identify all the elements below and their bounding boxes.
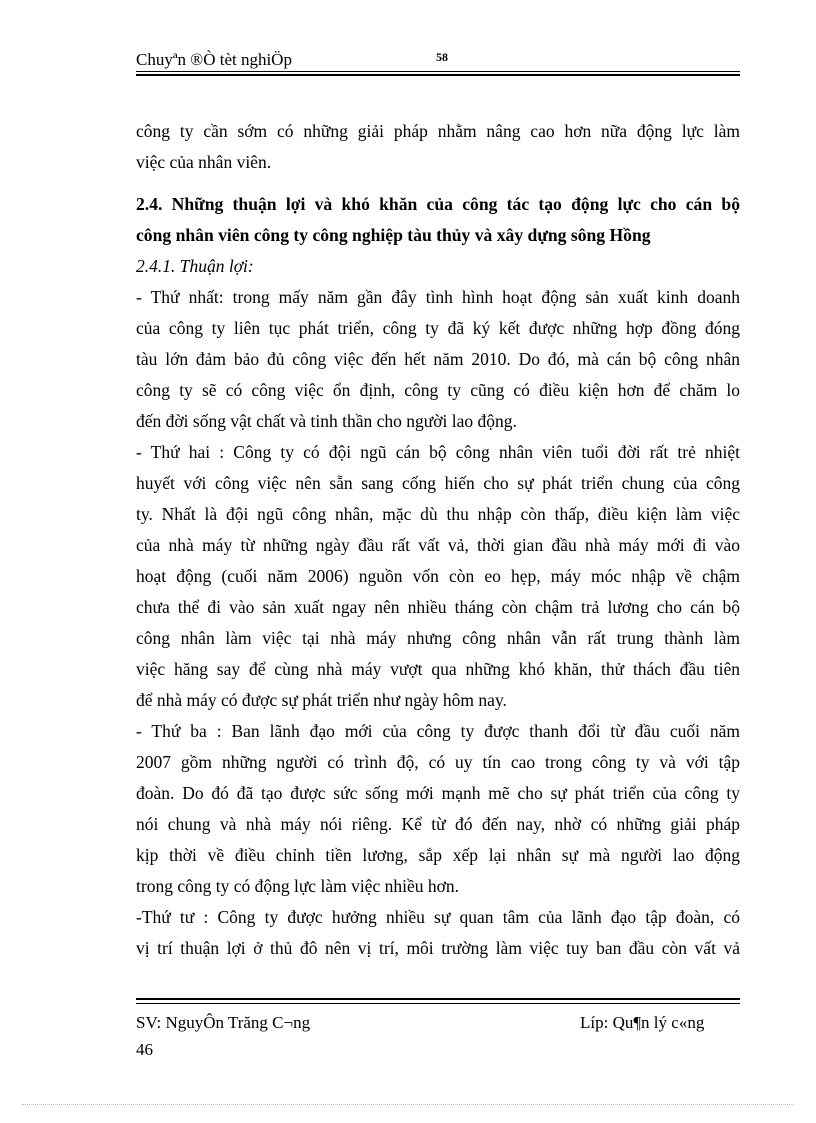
footer-student-name: SV: NguyÔn Trăng C¬ng	[136, 1013, 311, 1032]
text-line: ty. Nhất là đội ngũ công nhân, mặc dù thu nhập còn thấp, điều kiện làm việc	[136, 504, 740, 524]
text-line: việc của nhân viên.	[136, 152, 272, 172]
text-line: của nhà máy từ những ngày đầu rất vất vả, thời gian đầu nhà máy mới đi vào	[136, 535, 740, 555]
text-line: trong công ty có động lực làm việc nhiều hơn.	[136, 876, 459, 896]
text-line: - Thứ hai : Công ty có đội ngũ cán bộ công nhân viên tuổi đời rất trẻ nhiệt	[136, 442, 740, 462]
footer-rule-thin	[136, 1003, 740, 1004]
paragraph-third	[136, 716, 740, 902]
footer-rule-thick	[136, 998, 740, 1000]
text-line: công ty cần sớm có những giải pháp nhằm nâng cao hơn nữa động lực làm	[136, 121, 740, 141]
page-number: 58	[436, 50, 448, 64]
text-line: để nhà máy có được sự phát triển như ngày hôm nay.	[136, 690, 507, 710]
text-line: công ty sẽ có công việc ổn định, công ty cũng có điều kiện hơn để chăm lo	[136, 380, 740, 400]
heading-line: 2.4. Những thuận lợi và khó khăn của công tác tạo động lực cho cán bộ	[136, 194, 740, 214]
text-line: - Thứ ba : Ban lãnh đạo mới của công ty được thanh đổi từ đầu cuối năm	[136, 721, 740, 741]
paragraph-second	[136, 437, 740, 716]
footer-class: Líp: Qu¶n lý c«ng	[580, 1013, 705, 1032]
header-rule-thick	[136, 74, 740, 76]
subsection-title: 2.4.1. Thuận lợi:	[136, 256, 254, 276]
text-line: - Thứ nhất: trong mấy năm gần đây tình hình hoạt động sản xuất kinh doanh	[136, 287, 740, 307]
text-line: hoạt động (cuối năm 2006) nguồn vốn còn eo hẹp, máy móc nhập về chậm	[136, 566, 740, 586]
heading-line: công nhân viên công ty công nghiệp tàu thủy và xây dựng sông Hồng	[136, 225, 651, 245]
text-line: vị trí thuận lợi ở thủ đô nên vị trí, môi trường làm việc tuy ban đầu còn vất vả	[136, 938, 740, 958]
text-line: nói chung và nhà máy nói riêng. Kể từ đó đến nay, nhờ có những giải pháp	[136, 814, 740, 834]
page-header-title: Chuyªn ®Ò tèt nghiÖp	[136, 50, 292, 69]
text-line: đến đời sống vật chất và tinh thần cho người lao động.	[136, 411, 517, 431]
section-heading	[136, 189, 740, 251]
text-line: đoàn. Do đó đã tạo được sức sống mới mạnh mẽ cho sự phát triển của công ty	[136, 783, 740, 803]
paragraph-fourth	[136, 902, 740, 964]
footer-page-number: 46	[136, 1040, 153, 1059]
text-line: của công ty liên tục phát triển, công ty đã ký kết được những hợp đồng đóng	[136, 318, 740, 338]
text-line: chưa thể đi vào sản xuất ngay nên nhiều tháng còn chậm trả lương cho cán bộ	[136, 597, 740, 617]
page-bottom-dotted-line	[22, 1104, 794, 1105]
intro-paragraph	[136, 116, 740, 178]
text-line: việc hăng say để cùng nhà máy vượt qua những khó khăn, thử thách đầu tiên	[136, 659, 740, 679]
header-rule-thin	[136, 71, 740, 72]
paragraph-first	[136, 282, 740, 437]
text-line: -Thứ tư : Công ty được hưởng nhiều sự quan tâm của lãnh đạo tập đoàn, có	[136, 907, 740, 927]
text-line: công nhân làm việc tại nhà máy nhưng công nhân vẫn rất trung thành làm	[136, 628, 740, 648]
text-line: huyết với công việc nên sẵn sang cống hiến cho sự phát triển chung của công	[136, 473, 740, 493]
text-line: kịp thời về điều chỉnh tiền lương, sắp xếp lại nhân sự mà người lao động	[136, 845, 740, 865]
document-body	[136, 116, 740, 964]
text-line: 2007 gồm những người có trình độ, có uy tín cao trong công ty và với tập	[136, 752, 740, 772]
text-line: tàu lớn đảm bảo đủ công việc đến hết năm 2010. Do đó, mà cán bộ công nhân	[136, 349, 740, 369]
